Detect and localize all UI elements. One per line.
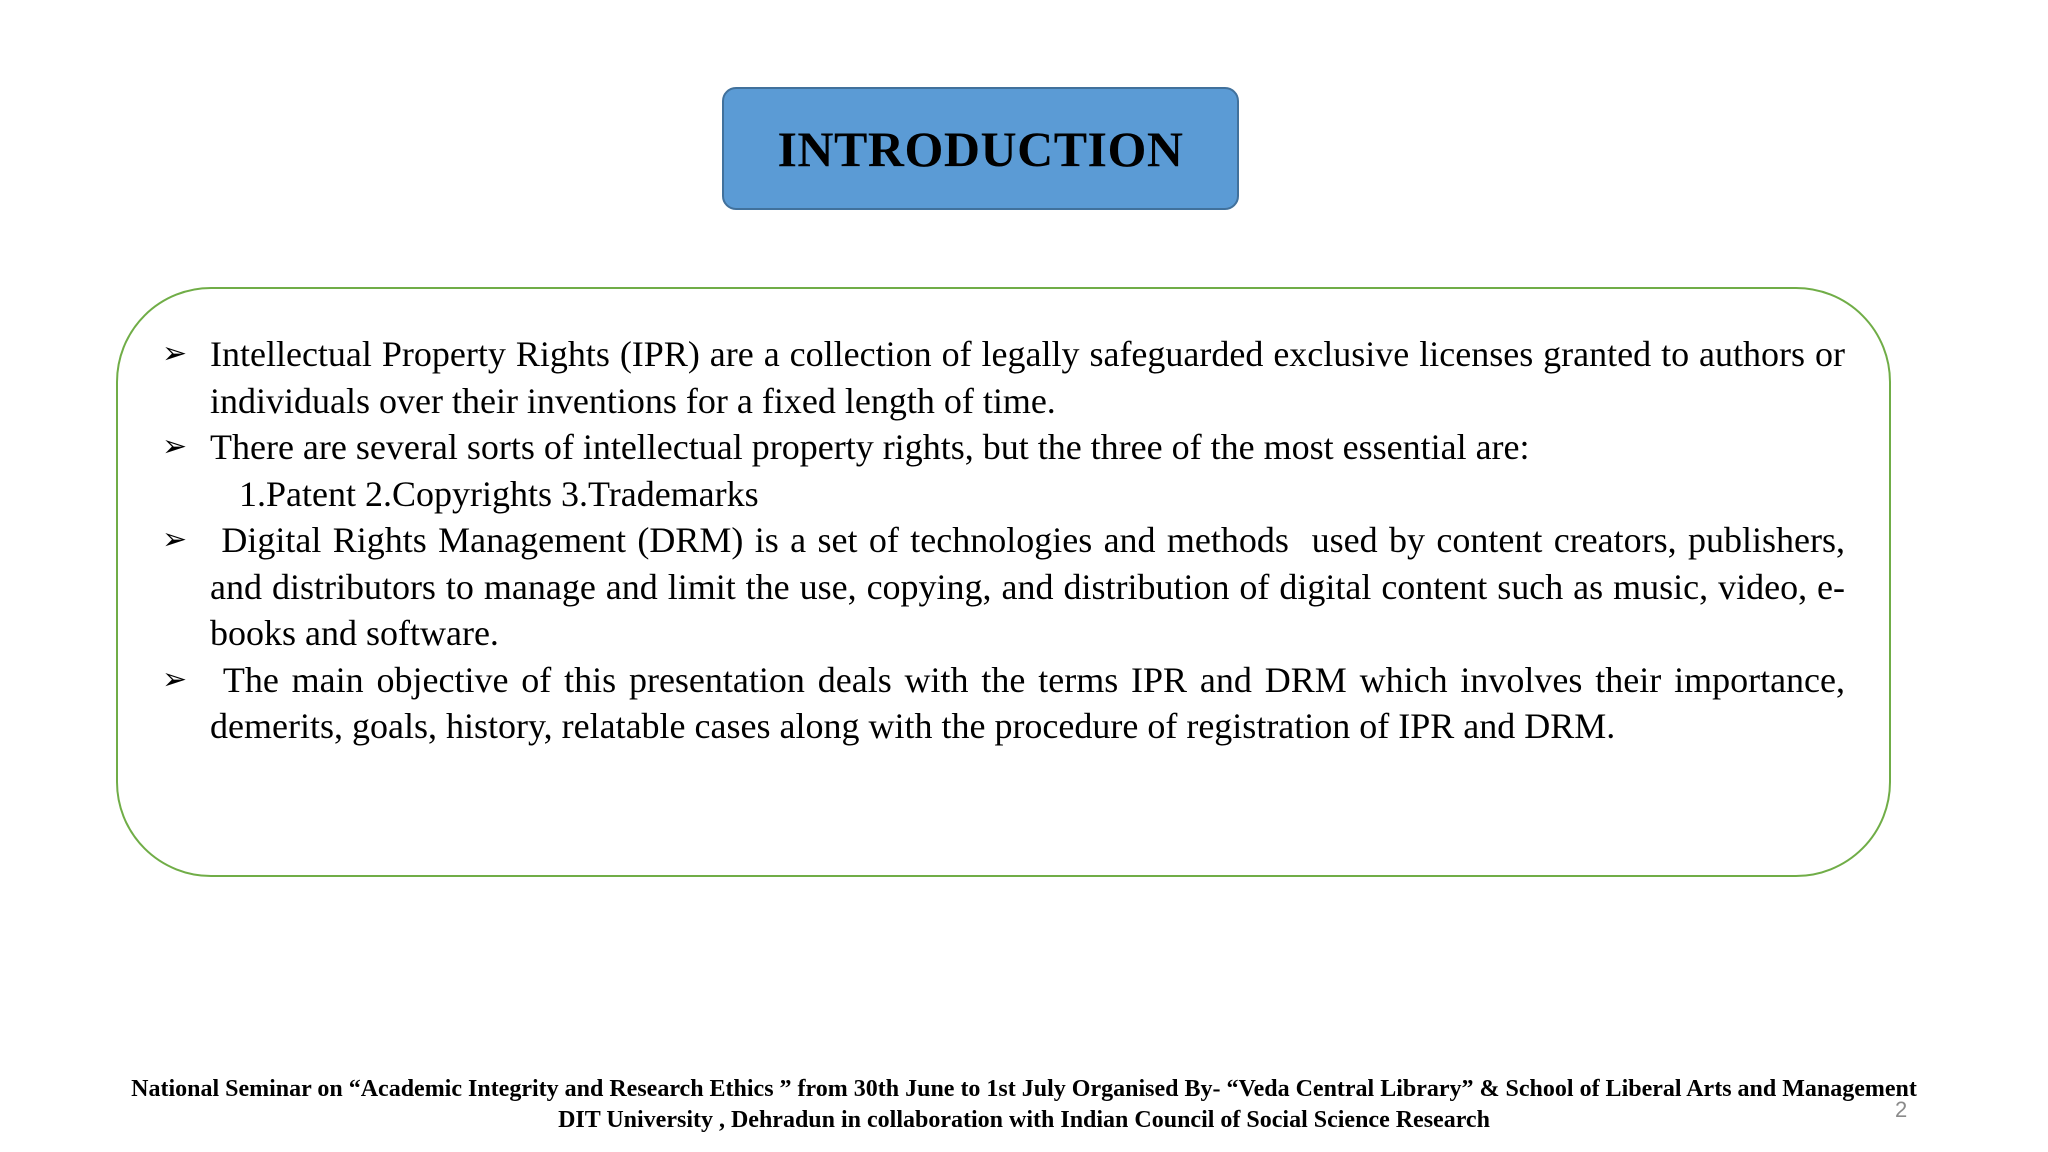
footer-line-2: DIT University , Dehradun in collaboration with Indian Council of Social Science Research: [558, 1107, 1490, 1133]
content-panel: [116, 287, 1891, 877]
bullet-text: Intellectual Property Rights (IPR) are a collection of legally safeguarded exclusive licenses granted to authors or individuals over their inventions for a fixed length of time.: [210, 334, 1845, 421]
arrow-bullet-icon: ➢: [162, 522, 188, 557]
slide-title: INTRODUCTION: [777, 120, 1184, 177]
arrow-bullet-icon: ➢: [162, 661, 188, 697]
bullet-ipr-types: [118, 424, 1889, 471]
footer-line-1: National Seminar on “Academic Integrity and Research Ethics ” from 30th June to 1st July Organised By- “Veda Central Library” & School of Liberal Arts and Management: [131, 1076, 1917, 1102]
arrow-bullet-icon: ➢: [162, 336, 188, 371]
bullet-text: Digital Rights Management (DRM) is a set of technologies and methods used by content creators, publishers, and distributors to manage and limit the use, copying, and distribution of digital content such as music, video, e-books and software.: [210, 520, 1855, 653]
slide-title-box: [722, 87, 1239, 210]
bullet-ipr-definition: [118, 331, 1889, 424]
bullet-list: [118, 331, 1889, 750]
bullet-drm-definition: [118, 517, 1889, 657]
bullet-text: There are several sorts of intellectual property rights, but the three of the most essential are:: [210, 427, 1530, 467]
ipr-types-list: 1.Patent 2.Copyrights 3.Trademarks: [239, 473, 759, 514]
arrow-bullet-icon: ➢: [162, 429, 188, 464]
slide-footer: [0, 1074, 2048, 1136]
bullet-objective: [118, 657, 1889, 750]
bullet-text: The main objective of this presentation deals with the terms IPR and DRM which involves their importance, demerits, goals, history, relatable cases along with the procedure of registration of IPR and DRM.: [210, 659, 1854, 746]
page-number: 2: [1895, 1097, 1908, 1122]
